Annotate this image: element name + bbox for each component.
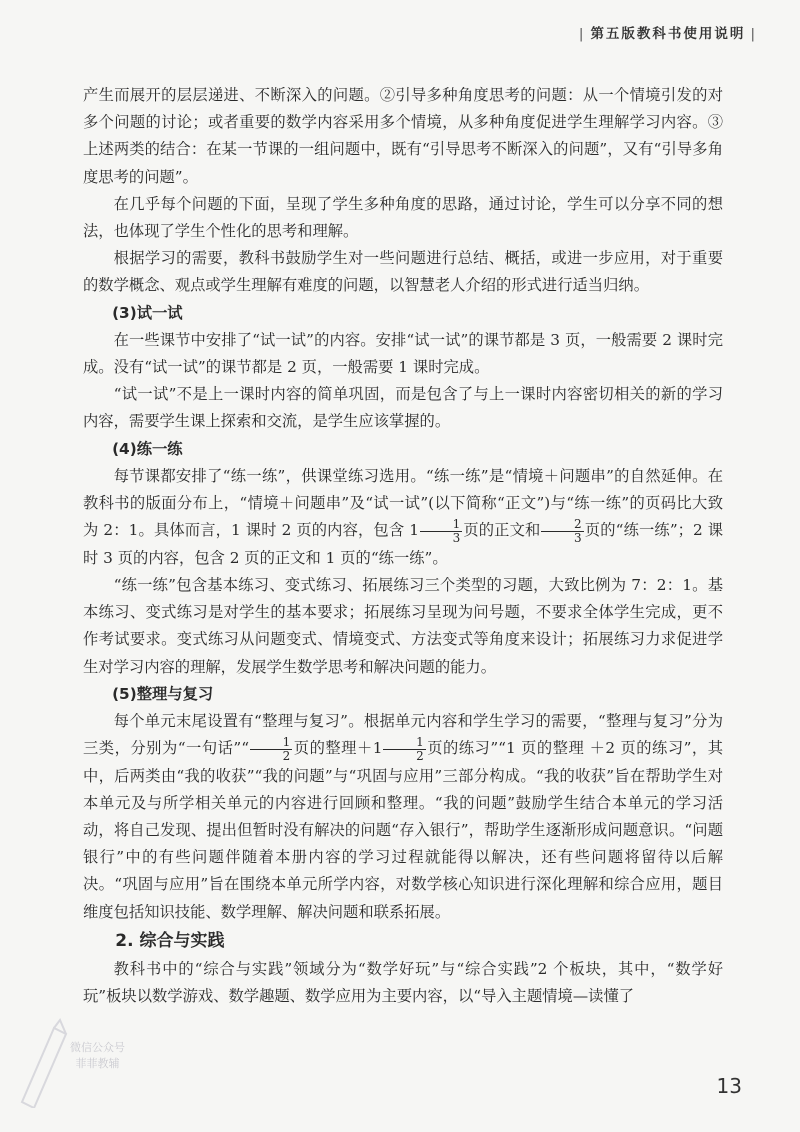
text-run: 页的“练一练”；2 课时 3 页的内容，包含 2 页的正文和 1 页的“练一练”。 [83, 521, 723, 567]
text-run: 页的整理＋1 [293, 739, 383, 758]
watermark-pencil-icon [14, 1018, 74, 1108]
fraction-numerator: 1 [250, 736, 292, 750]
fraction-numerator: 1 [420, 518, 462, 532]
fraction-denominator: 2 [282, 748, 291, 763]
page-body [83, 82, 723, 1010]
paragraph-with-fractions [83, 708, 723, 926]
paragraph: 在几乎每个问题的下面，呈现了学生多种角度的思路，通过讨论，学生可以分享不同的想法，也体现了学生个性化的思考和理解。 [83, 194, 723, 241]
paragraph-with-fractions [83, 463, 723, 572]
watermark-line: 菲菲教辅 [75, 1057, 120, 1070]
subheading-try: (3)试一试 [112, 303, 183, 322]
fraction [420, 518, 462, 545]
fraction-denominator: 3 [574, 530, 582, 545]
text-run: 页的正文和 [463, 521, 541, 540]
text-run: 页的练习”“1 页的整理 ＋2 页的练习”，其中，后两类由“我的收获”“我的问题”与“巩固与应用”三部分构成。“我的收获”旨在帮助学生对本单元及与所学相关单元的内容进行回顾和整理。“我的问题”鼓励学生结合本单元的学习活动，将自己发现、提出但暂时没有解决的问题“存入银行”，帮助学生逐渐形成问题意识。“问题银行”中的有些问题伴随着本册内容的学习过程就能得以解决，还有些问题将留待以后解决。“巩固与应用”旨在围绕本单元所学内容，对数学核心知识进行深化理解和综合应用，题目维度包括知识技能、数学理解、解决问题和联系拓展。 [83, 739, 724, 921]
paragraph: “试一试”不是上一课时内容的简单巩固，而是包含了与上一课时内容密切相关的新的学习内容，需要学生课上探索和交流，是学生应该掌握的。 [83, 385, 723, 431]
fraction [541, 518, 583, 545]
fraction-denominator: 3 [452, 530, 461, 545]
paragraph: 根据学习的需要，教科书鼓励学生对一些问题进行总结、概括，或进一步应用，对于重要的数学概念、观点或学生理解有难度的问题，以智慧老人介绍的形式进行适当归纳。 [83, 249, 723, 295]
fraction [383, 736, 425, 763]
watermark [70, 1040, 125, 1072]
page-number: 13 [716, 1074, 742, 1098]
header-bar-right: | [750, 26, 757, 42]
subheading-review: (5)整理与复习 [112, 684, 214, 703]
paragraph: 教科书中的“综合与实践”领域分为“数学好玩”与“综合实践”2 个板块，其中，“数学好玩”板块以数学游戏、数学趣题、数学应用为主要内容，以“导入主题情境—读懂了 [83, 959, 723, 1006]
subheading-practice: (4)练一练 [112, 439, 183, 458]
watermark-line: 微信公众号 [70, 1041, 125, 1054]
text-run: 每节课都安排了“练一练”，供课堂练习选用。“练一练”是“情境＋问题串”的自然延伸。在教科书的版面分布上，“情境＋问题串”及“试一试”(以下简称“正文”)与“练一练”的页码比大致为 2：1。具体而言，1 课时 2 页的内容，包含 1 [83, 466, 723, 540]
paragraph: 产生而展开的层层递进、不断深入的问题。②引导多种角度思考的问题：从一个情境引发的对多个问题的讨论；或者重要的数学内容采用多个情境，从多种角度促进学生理解学习内容。③上述两类的结合：在某一节课的一组问题中，既有“引导思考不断深入的问题”，又有“引导多角度思考的问题”。 [83, 86, 723, 186]
fraction [250, 736, 292, 763]
paragraph: “练一练”包含基本练习、变式练习、拓展练习三个类型的习题，大致比例为 7：2：1。基本练习、变式练习是对学生的基本要求；拓展练习呈现为问号题，不要求全体学生完成，更不作考试要求。变式练习从问题变式、情境变式、方法变式等角度来设计；拓展练习力求促进学生对学习内容的理解，发展学生数学思考和解决问题的能力。 [83, 575, 723, 676]
header-bar-left: | [578, 26, 586, 42]
fraction-denominator: 2 [416, 748, 424, 763]
fraction-numerator: 1 [383, 736, 425, 750]
running-header [574, 22, 762, 42]
header-title: 第五版教科书使用说明 [590, 26, 746, 42]
section-heading: 2. 综合与实践 [115, 930, 225, 951]
fraction-numerator: 2 [541, 518, 583, 532]
paragraph: 在一些课节中安排了“试一试”的内容。安排“试一试”的课节都是 3 页，一般需要 2 课时完成。没有“试一试”的课节都是 2 页，一般需要 1 课时完成。 [83, 330, 723, 377]
text-run: 每个单元末尾设置有“整理与复习”。根据单元内容和学生学习的需要，“整理与复习”分为三类，分别为“一句话”“ [83, 711, 723, 758]
